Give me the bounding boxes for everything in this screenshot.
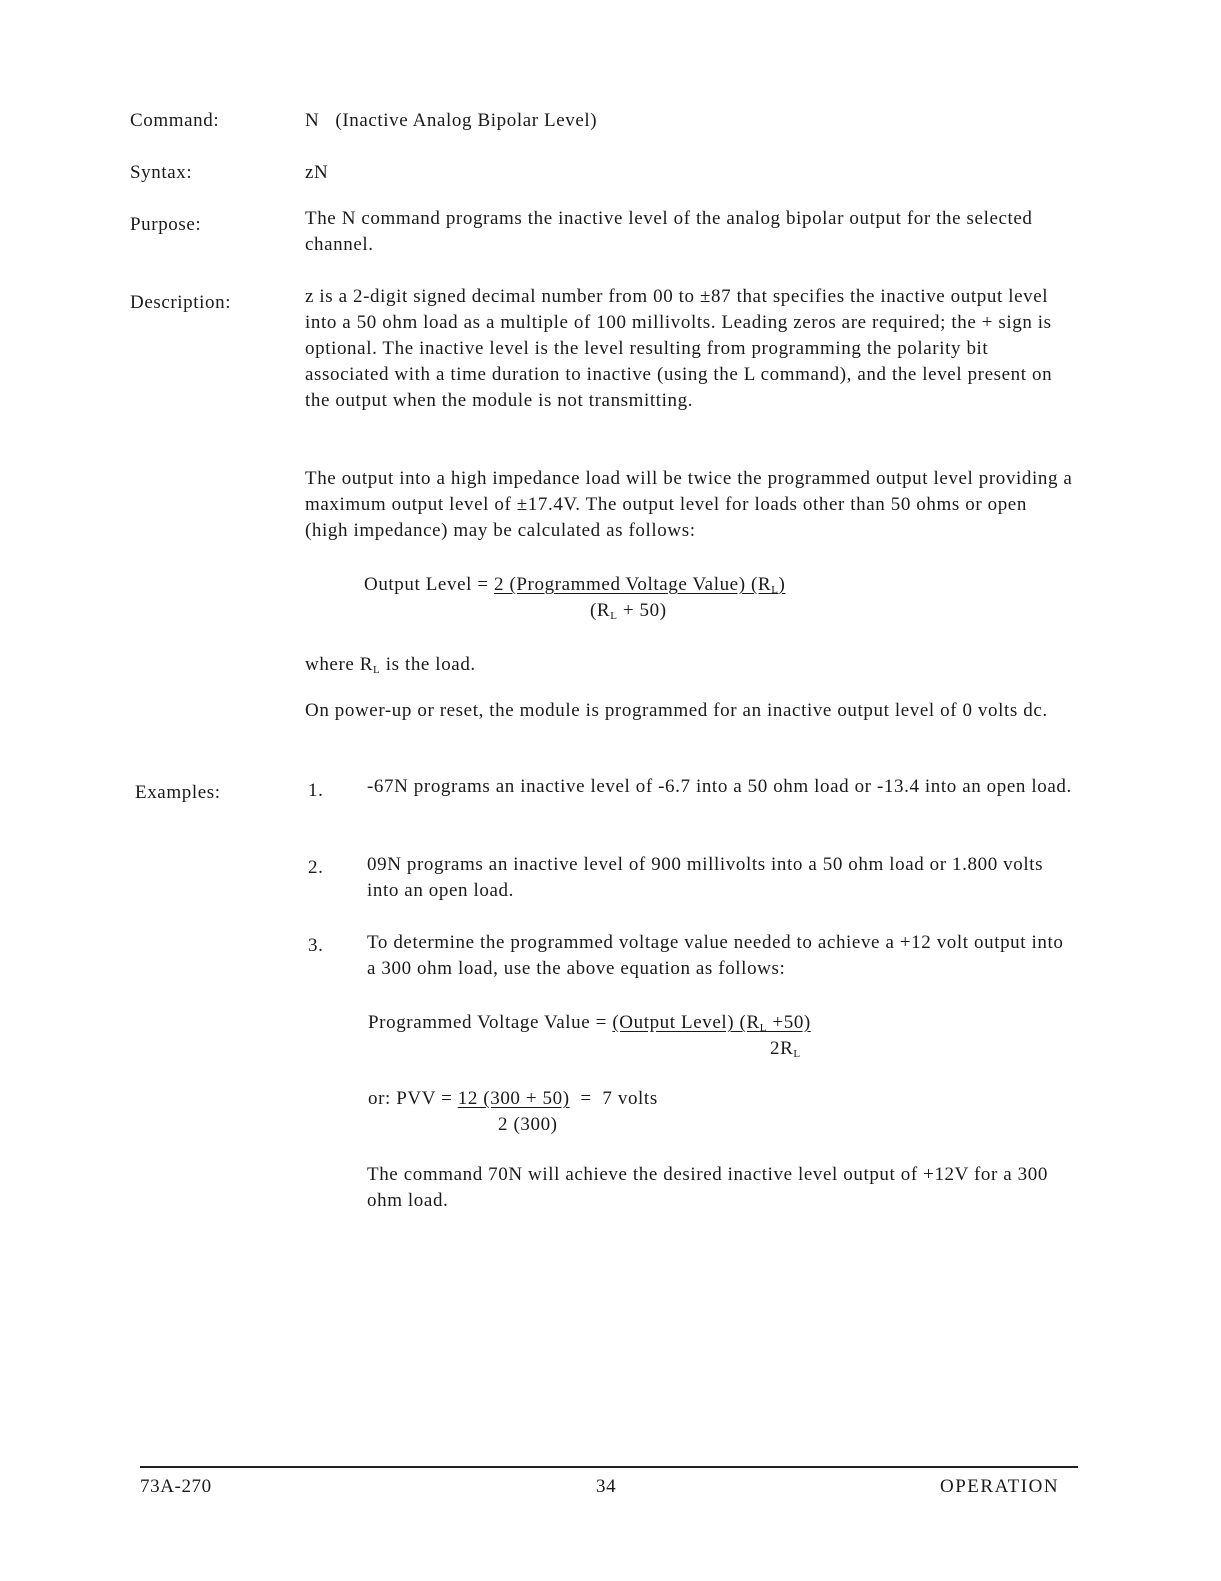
example-2-text: 09N programs an inactive level of 900 millivolts into a 50 ohm load or 1.800 volts into an open load. xyxy=(367,854,1044,901)
description-paragraph-2: The output into a high impedance load will be twice the programmed output level providing a maximum output level of ±17.4V. The output level for loads other than 50 ohms or open (high impedance) may be calculated as follows: xyxy=(305,468,1073,541)
where-text: where $R_L$ is the load. xyxy=(305,654,476,676)
example-3-text: To determine the programmed voltage value needed to achieve a +12 volt output into a 300 ohm load, use the above equation as follows: xyxy=(367,932,1064,979)
description-label: Description: xyxy=(130,292,232,313)
command-name: (Inactive Analog Bipolar Level) xyxy=(335,110,598,131)
command-letter: N xyxy=(305,110,320,131)
equation-calc-equals: = xyxy=(580,1088,592,1109)
purpose-text: The N command programs the inactive level of the analog bipolar output for the selected channel. xyxy=(305,208,1033,255)
equation-calc-denominator: 2 (300) xyxy=(498,1114,558,1135)
description-paragraph-1: z is a 2-digit signed decimal number from 00 to ±87 that specifies the inactive output level into a 50 ohm load as a multiple of 100 millivolts. Leading zeros are required; the + sign is optional. The inactive level is the level resulting from programming the polarity bit associated with a time duration to inactive (using the L command), and the level present on the output when the module is not transmitting. xyxy=(305,286,1053,411)
description-paragraph-3: On power-up or reset, the module is programmed for an inactive output level of 0 volts dc. xyxy=(305,700,1048,721)
footer-rule xyxy=(140,1466,1078,1468)
conclusion-text: The command 70N will achieve the desired inactive level output of +12V for a 300 ohm load. xyxy=(367,1164,1048,1211)
footer-page-number: 34 xyxy=(596,1476,617,1497)
example-2-number: 2. xyxy=(308,857,324,878)
equation-output-level xyxy=(364,574,785,596)
syntax-value: zN xyxy=(305,162,329,183)
command-label: Command: xyxy=(130,110,220,131)
equation-calc-result: 7 volts xyxy=(602,1088,658,1109)
purpose-label: Purpose: xyxy=(130,214,202,235)
equation-pvv-denominator: $2R_L$ xyxy=(770,1038,801,1060)
examples-label: Examples: xyxy=(135,782,221,803)
equation-calc-numerator: 12 (300 + 50) xyxy=(457,1088,570,1109)
equation-lhs: Output Level = xyxy=(364,574,489,595)
equation-calc-lhs: or: PVV = xyxy=(368,1088,453,1109)
syntax-label: Syntax: xyxy=(130,162,193,183)
footer-section: OPERATION xyxy=(940,1476,1060,1497)
example-1-text: -67N programs an inactive level of -6.7 into a 50 ohm load or -13.4 into an open load. xyxy=(367,776,1072,797)
footer-doc-number: 73A-270 xyxy=(140,1476,212,1497)
example-1-number: 1. xyxy=(308,780,324,801)
equation-pvv-numerator: (Output Level) $(R_L +50)$ xyxy=(612,1012,811,1034)
equation-numerator: 2 (Programmed Voltage Value) $(R_L)$ xyxy=(494,574,786,596)
equation-pvv-calc xyxy=(368,1088,658,1110)
equation-pvv-lhs: Programmed Voltage Value = xyxy=(368,1012,607,1033)
example-3-number: 3. xyxy=(308,935,324,956)
command-value xyxy=(305,108,1075,134)
equation-denominator: $(R_L + 50)$ xyxy=(590,600,667,622)
equation-pvv xyxy=(368,1012,811,1034)
